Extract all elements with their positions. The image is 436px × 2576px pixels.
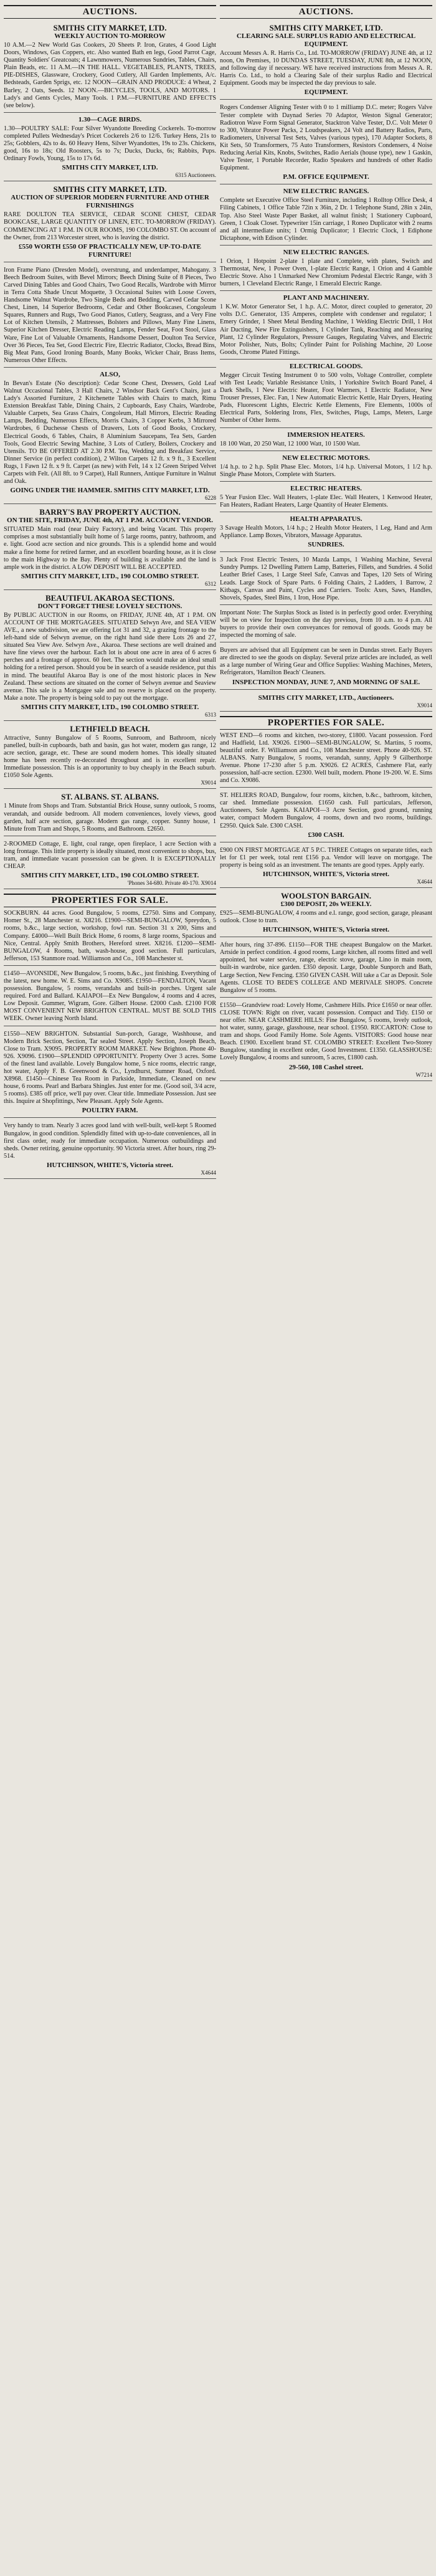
section-header-properties: PROPERTIES FOR SALE. [220,716,432,730]
ad-body: RARE DOULTON TEA SERVICE, CEDAR SCONE CHEST, CEDAR BOOKCASE, LARGE QUANTITY OF LINEN, ETC. TO-MORROW (FRIDAY). COMMENCING AT 1 P.M. IN OUR ROOMS, 190 COLOMBO ST. On account of the Owner, from 213 Worcester street, who is leaving the district. [4,211,216,241]
classified-ad [4,505,216,590]
ad-reference: X9014 [201,780,216,786]
classified-ad [220,606,432,642]
classified-ad [220,844,432,888]
ad-subtitle: NEW ELECTRIC MOTORS. [282,454,370,462]
ad-signature: SMITHS CITY MARKET, LTD., 190 COLOMBO STREET. [21,703,199,711]
classified-ad [220,483,432,512]
ad-body: Iron Frame Piano (Dresden Model), overstrung, and underdamper, Mahogany. 3 Beech Bedroom Suites, with Bevel Mirrors; Beech Dining Suite of 8 Pieces, Two Carved Dining Tables and Good Chairs, Two Good Recalls, Wardrobe with Mirror in Terra Cotta Shade Uncut Moquette, 3 Occasional Suites with Loose Covers, Handsome Walnut Wardrobe, Two Single Beds and Bedding, Carved Cedar Scone Chest, Linen, 14 Superior Bedrooms, Cedar and Other Bookcases, Congoleum Squares, Runners and Rugs, Two Good Pianos, Cutlery, Seagrass, and a Very Fine Lot of Kitchen Utensils, 2 Mattresses, Bolsters and Pillows, Many Fine Linens, Superior Kitchen Dresser, Electric Reading Lamps, Fender Seat, Foot Stool, Glass Ware, Fine Lot of Valuable Ornaments, Handsome Dessert, Doulton Tea Service, Over 36 Pieces, Tea Set, Good Electric Fire, Electric Radiator, Clocks, Bread Bins, Big Meat Pans, Good Ironing Boards, Many Books, Wicker Chair, Brass Items, Numerous Other Effects. [4,266,216,364]
ad-reference: 6228 [205,495,216,502]
ad-body: Buyers are advised that all Equipment can be seen in Dundas street. Early Buyers are directed to see the goods on display. Several prize articles are included, as well as a large number of Wiring Gear and Office Supplies: Washing Machines, Meters, Refrigerators, 'Hamilton Beach' Cleaners. [220,647,432,677]
classified-ad [4,591,216,721]
ad-subtitle: HEALTH APPARATUS. [290,515,363,523]
classified-ad [220,429,432,451]
ad-signature: SMITHS CITY MARKET, LTD., 190 COLOMBO STREET. [21,572,199,580]
ad-subtitle: DON'T FORGET THESE LOVELY SECTIONS. [37,602,182,610]
ad-subtitle: ALSO, [100,370,120,378]
ad-body: SITUATED Main road (near Dairy Factory), and being Vacant. This property comprises a most substantially built home of 5 large rooms, pantry, bathroom, and e. light. Good acre section and nice grounds. This is a splendid home and would make a fine home for retired farmer, and an excellent boarding house, as it is close to the main Highway to the Bay. Plenty of building is available and the land is ample work in the district. A LOW DEPOSIT WILL BE ACCEPTED. [4,526,216,571]
classified-ad [220,999,432,1081]
classified-ad [4,790,216,836]
ad-signature: SMITHS CITY MARKET, LTD., Auctioneers. [258,694,394,702]
classified-ad [220,553,432,605]
ad-signature: POULTRY FARM. [82,1107,138,1115]
ad-body: SOCKBURN. 44 acres. Good Bungalow, 5 rooms, £2750. Sims and Company, Homer St., 28 Manchester st. X8216. £1900—SEMI-BUNGALOW, Spreydon, 5 rooms, b.&c., large section, workshop, fowl run. Section 31 x 200, Sims and Company. £4000—Well Built Brick Home, 6 rooms, 8 large rooms, Spacious and Nice, Central. Apply Smith Brothers, Hereford street. X8216. £1200—SEMI-BUNGALOW, 4 Rooms, bath, wash-house, good section. Full particulars, Jefferson, 153 Stanmore road. Williamson and Co., 108 Manchester st. [4,910,216,962]
ad-body: Important Note: The Surplus Stock as listed is in perfectly good order. Everything will be on view for Inspection on the day previous, from 10 a.m. to 4 p.m. All buyers to provide their own conveyances for removal of goods. Goods may be inspected the morning of sale. [220,609,432,639]
ad-body: 5 Year Fusion Elec. Wall Heaters, 1-plate Elec. Wall Heaters, 1 Kenwood Heater, Fan Heaters, Radiant Heaters, Large Quantity of Heater Elements. [220,494,432,508]
ad-title: LETHFIELD BEACH. [70,723,150,733]
classified-ad [220,644,432,689]
ad-title: BEAUTIFUL AKAROA SECTIONS. [45,593,174,603]
right-column [220,4,432,2576]
section-header-properties: PROPERTIES FOR SALE. [4,894,216,907]
ad-title: SMITHS CITY MARKET, LTD. [53,23,167,32]
ad-subtitle: CLEARING SALE. SURPLUS RADIO AND ELECTRICAL EQUIPMENT. [236,32,416,48]
classified-ad [220,452,432,482]
ad-signature: HUTCHINSON, WHITE'S, Victoria street. [262,926,390,934]
classified-ad [4,837,216,889]
classified-ad [220,513,432,552]
classified-ad [220,691,432,712]
section-header-auctions-left: AUCTIONS. [4,5,216,19]
ad-body: After hours, ring 37-896. £1150—FOR THE cheapest Bungalow on the Market. Artside in perfect condition. 4 good rooms, Large kitchen, all rooms fitted and well appointed, hot water service, range, electric stove, garage, Lino in main room, built-in wardrobe, nice garden. £350 deposit. Large, Double Sunporch and Bath, Large Section, New Fencing. £350 GIVEN CASH. Will take a Car as Deposit. Sole Agents. CLOSE TO BEDE'S COLLEGE AND MERIVALE SHOPS. Concrete Bungalow of 5 rooms. [220,942,432,994]
ad-signature: £550 WORTH £550 OF PRACTICALLY NEW, UP-TO-DATE FURNITURE! [19,242,201,259]
ad-body: 1.30—POULTRY SALE: Four Silver Wyandotte Breeding Cockerels. To-morrow completed Pullets Wednesday's Pricet Cockerels 2/6 to 12/6. Turkey Hens, 21s to 25s; Gobblers, 42s to 4s. 60 Heavy Hens, Silver Wyandottes, 19s to 23s. Chickens, good, 16s to 18s; Old Roosters, 5s to 7s; Ducks, Ducks, 6s; Rabbits, Pups. Ordinary Fowls, Young, 15s to 17s 6d. [4,125,216,163]
classified-ad [220,789,432,842]
section-header-auctions-right: AUCTIONS. [220,5,432,19]
classified-ad [4,264,216,368]
classified-ad [220,938,432,998]
ad-signature: £300 CASH. [308,831,344,839]
ad-subtitle: IMMERSION HEATERS. [287,431,365,439]
ad-subtitle: AUCTION OF SUPERIOR MODERN FURNITURE AND OTHER FURNISHINGS [11,194,209,210]
ad-body: Megger Circuit Testing Instrument 0 to 500 volts, Voltage Controller, complete with Test Leads; Variable Resistance Units, 1 Yorkshire Switch Board Panel, 4 Dark Shells, 1 New Electric Heater, Foot Warmers, 1 Electric Radiator, New Trouser Presses, Elec. Fan, 1 New Automatic Electric Kettle, Hair Dryers, Heating Pads, Fluorescent Lights, Electric Kettle Elements, Fire Elements, 1000s of Electrical Parts, Soldering Irons, Flex, Switches, Plugs, Lamps, Meters, Large Number of Other Items. [220,371,432,424]
classified-ad [4,1119,216,1178]
ad-body: £925—SEMI-BUNGALOW, 4 rooms and e.l. range, good section, garage, pleasant outlook. Close to tram. [220,909,432,925]
ad-title: WOOLSTON BARGAIN. [281,890,371,900]
left-column [4,4,216,2576]
classified-ad [220,889,432,937]
ad-body: WEST END—6 rooms and kitchen, two-storey, £1800. Vacant possession. Ford and Hadfield, Ltd. X9026. £1900—SEMI-BUNGALOW, St. Martins, 5 rooms, beautiful order. F. Williamson and Co., 108 Manchester street. Phone 40-926. ST. ALBANS. Natty Bungalow, 5 rooms, verandah, sunny, Apply 9 Gilberthorpe Avenue. Phone 17-230 after 5 p.m. X9026. £2 ACRES, Cashmere Flat, early possession, half-acre section. £2300. Well built, modern. Phone 19-200. W. E. Sims and Co. X9086. [220,732,432,785]
classified-ad [4,183,216,262]
ad-signature: SUNDRIES. [308,541,344,549]
classified-ad [220,186,432,246]
ad-body: Complete set Executive Office Steel Furniture, including 1 Rolltop Office Desk, 4 Filing Cabinets, 1 Office Table 72in x 36in, 2 Dr. 1 Telephone Stand, 28in x 24in, Top. Also Steel Waste Paper Basket, all walnut finish; 1 Stationery Cupboard, Green, 1 Cloak Closet. Typewriter 15in carriage, 1 Roneo Duplicator with 2 reams and all intermediate units; 1 Ormig Duplicator; 1 Electric Clock, 1 Ediphone Dictaphone, with Edison Cylinder. [220,197,432,242]
classified-ad [4,967,216,1026]
ad-body: Rogers Condenser Aligning Tester with 0 to 1 milliamp D.C. meter; Rogers Valve Tester complete with Daynad Series 70 Adaptor, Weston Signal Generator; Radiotron Wave Form Signal Generator, Stacktron Valve Tester, D.C. Volt Meter 0 to 300, Vibrator Power Packs, 2 Loudspeakers, 24 Volt and Battery Radios, Parts, Radiometers, Universal Test Sets, Valves (various types), 170 Adapter Sockets, 8 Kit Sets, 50 Transformers, 75 Auto Transformers, Resistors Condensers, 4 Noise Reducing Aerial Kits, Knobs, Switches, Radio Aerials (house type), new 1 Gaskin, Valve Tester, 1 Portable Recorder, Radio Speakers and hundreds of other Radio Equipment. [220,104,432,172]
ad-body: By PUBLIC AUCTION in our Rooms, on FRIDAY, JUNE 4th, AT 1 P.M. ON ACCOUNT OF THE MORTGAGEES. SITUATED Selwyn Ave, and SEA VIEW AVE., a new subdivision, we are offering Lot 31 and 32, a grazing frontage to the left-hand side of Selwyn avenue, on the right hand side there Lots 26 and 27, situated Sea View Ave. Selwyn Ave., Akaroa. These sections are well drained and have fine views over the harbour. Each lot is about one acre in area of 6 acres 6 perches and a frontage of approx. 60 feet. The section would make an ideal small holding for a retired person. Should you be in search of a seaside residence, put this in mind. The beautiful Akaroa Bay is one of the most historic places in New Zealand. These sections are situated on the corner of Selwyn avenue and Seaview avenue. This sale is a Mortgagee sale and no reserve is placed on the property. Make a note. The property is being sold to pay out the mortgage. [4,611,216,702]
ad-body: 3 Savage Health Motors, 1/4 h.p.; 2 Health Motor Heaters, 1 Leg, Hand and Arm Appliance. Lamp Boxes, Vibrators, Massage Apparatus. [220,525,432,540]
classified-ad [4,114,216,181]
ad-body: ST. HELIERS ROAD, Bungalow, four rooms, kitchen, b.&c., bathroom, kitchen, car shed. Immediate possession. £1650 cash. Full particulars, Jefferson, Auctioneers, Sole Agents. KAIAPOI—3 Acre Section, good ground, running water, compact Modern Bungalow, 4 rooms, down and two rooms, buildings. £2950. Quick Sale. £300 CASH. [220,792,432,829]
ad-reference: 6313 [205,711,216,718]
ad-title: ST. ALBANS. ST. ALBANS. [61,792,159,802]
ad-subtitle: WEEKLY AUCTION TO-MORROW [54,32,166,40]
ad-body: 1 Minute from Shops and Tram. Substantial Brick House, sunny outlook, 5 rooms, verandah, and outside bedroom. All modern conveniences, lovely views, good garden, half acre section, garage. Modern gas range, copper. Sunny house, 1 Minute from Tram and Shops, 5 Rooms, and Bathroom. £2650. [4,803,216,832]
classified-ad [220,292,432,360]
ad-reference: X9014 [417,702,432,708]
ad-subtitle: ELECTRIC HEATERS. [290,484,362,492]
ad-reference: 6312 [205,580,216,587]
ad-body: In Bevan's Estate (No description): Cedar Scone Chest, Dressers, Gold Leaf Walnut Occasional Tables, 3 Hall Chairs, 2 Windsor Back Gent's Chairs, just a Lady's Assorted Furniture, 2 Kitchenette Tables with Chairs to match, Rimu Extension Breakfast Table, Dining Chairs, 2 Cupboards, Easy Chairs, Wardrobe, Valuable Carpets, Sea Grass Chairs, Congoleum, Hall Mirrors, Electric Reading Lamps, Bedding, Numerous Effects, Morris Chairs, 3 Copper Kerbs, 3 Mirrored Wardrobes, 6 Duchesse Chests of Drawers, Lots of Good Books, Crockery, Electrical Goods, 6 Tables, Chairs, 8 Aluminium Saucepans, Tea Sets, Garden Tools, Good Electric Sewing Machine, 3 Lots of Cutlery, Boilers, Crockery and Utensils. TO BE OFFERED AT 2.30 P.M. Tea, Wedding and Breakfast Service, Dinner Service (in perfect condition), 2 Wilton Carpets 12 ft. x 9 ft., 3 Excellent Rugs, 1 Fawn 12 ft. x 9 ft. Carpet (as new) with Felt, 14 x 12 Green Striped Velvet Carpets with Felt. (All 8ft. to 9 Carpet), Hall Runners, Antique Furniture in Walnut and Oak. [4,379,216,485]
classified-ad [4,21,216,113]
ad-signature: GOING UNDER THE HAMMER. SMITHS CITY MARKET, LTD. [10,487,210,495]
classified-ad [220,21,432,100]
ad-subtitle: 1.30—CAGE BIRDS. [78,115,142,123]
classified-ad [4,722,216,789]
ad-reference: W7214 [415,1071,432,1078]
ad-reference: 'Phones 34-680. Private 40-170. X9014 [127,880,216,887]
ad-body: 2-ROOMED Cottage, E. light, coal range, open fireplace, 1 acre Section with a long frontage. This little property is ideally situated, most convenient to shops, bus, tram, and immediate vacant possession can be given. It is EXCEPTIONALLY CHEAP. [4,840,216,871]
ad-reference: 6315 Auctioneers. [175,172,216,179]
ad-subtitle: ON THE SITE, FRIDAY, JUNE 4th, AT 1 P.M. ACCOUNT VENDOR. [7,517,213,525]
ad-signature: INSPECTION MONDAY, JUNE 7, AND MORNING OF SALE. [232,678,420,686]
classified-ad [220,247,432,291]
ad-reference: X4644 [417,878,432,885]
ad-subtitle: NEW ELECTRIC RANGES. [283,248,369,256]
ad-signature: P.M. OFFICE EQUIPMENT. [283,173,369,181]
classified-ad [4,890,216,966]
classified-ad [220,713,432,788]
ad-body: Account Messrs A. R. Harris Co., Ltd. TO-MORROW (FRIDAY) JUNE 4th, at 12 noon, On Premises, 10 DUNDAS STREET, TUESDAY, JUNE 8th, at 12 NOON, and following day if necessary. WE have received instructions from Messrs A. R. Harris Co. Ltd., to hold a Clearing Sale of their surplus Radio and Electrical Equipment. Goods may be inspected the day previous to sale. [220,50,432,87]
ad-body: £900 ON FIRST MORTGAGE AT 5 P.C. THREE Cottages on separate titles, each let for £1 per week, total rent £156 p.a. Vendor will leave on mortgage. The property is being sold as an investment. The tenants are good types. Apply early. [220,846,432,869]
ad-body: 10 A.M.—2 New World Gas Cookers, 20 Sheets P. Iron, Grates, 4 Good Light Doors, Windows, Gas Coppers, etc. Also wanted Bath en legs, Good Parrot Cage, Quantity Soldiers' Greatcoats; 4 Lawnmowers, Numerous Sundries, Tables, Chairs, Plain Beads, etc. 11 A.M.—IN THE HALL. VEGETABLES, PLANTS, TREES, PIE-DISHES, Glassware, Crockery, Good Cutlery, All Garden Implements, A/c. Bedsteads, Garden Sprigs, etc. 12 NOON—GRAIN AND PRODUCE: 4 Wheat, 2 Barley, 2 Oats, Seeds. 12 NOON.—BICYCLES, TOOLS, AND MOTORS. 1 Lady's and Gents Cycles, Many Tools. 1 P.M.—FURNITURE AND EFFECTS (see below). [4,42,216,109]
ad-body: 3 Jack Frost Electric Testers, 10 Mazda Lamps, 1 Washing Machine, Several Sundry Pumps. 12 Dwelling Pattern Lamp, Batteries, Fillets, and Sundries. 4 Solid Leather Brief Cases, 1 Large Steel Safe, Canvas and Tapes, 120 Sets of Wiring Leads. Large Stock of Spare Parts. 6 Folding Chairs, 2 Ladders, 1 Barrow, 2 Kitbags, Canvas and Paint, Cycles and Carriers. Tools: Axes, Saws, Handles, Shovels, Spades, Steel Bins, 1 Iron, Hose Pipe. [220,556,432,601]
ad-signature: HUTCHINSON, WHITE'S, Victoria street. [46,1161,174,1169]
ad-signature: EQUIPMENT. [304,88,348,97]
ad-signature: SMITHS CITY MARKET, LTD. [62,164,158,172]
ad-reference: X4644 [201,1169,216,1176]
ad-title: SMITHS CITY MARKET, LTD. [53,184,167,194]
classified-ad [220,101,432,184]
ad-subtitle: ELECTRICAL GOODS. [289,362,363,370]
ad-body: 1/4 h.p. to 2 h.p. Split Phase Elec. Motors, 1/4 h.p. Universal Motors, 1 1/2 h.p. Single Phase Motors, Complete with Starters. [220,463,432,478]
ad-body: 1 K.W. Motor Generator Set, 1 h.p. A.C. Motor, direct coupled to generator, 20 volts D.C. Generator, 135 Amperes, complete with condenser and regulator; 1 Emery Grinder, 1 Sheet Metal Bending Machine, 1 Welding Electric Drill, 1 Hot Air Ducting, New Fire Extinguishers, 1 Cylinder Tank, Reaching and Measuring Plant, 12 Cylinder Regulators, Pressure Gauges, Regulating Valves, and Electric Motor Polisher, Nuts, Bolts; Cylinder Paint for Polishing Machine, 20 Loose Goods, Chrome Plated Fittings. [220,303,432,356]
ad-body: 1 Orion, 1 Hotpoint 2-plate 1 plate and Complete, with plates, Switch and Thermostat, New, 1 Power Oven, 1-plate Electric Range, 1 Orion and 4 Gamble Electric Stove. Also 1 Unmarked New Chromium Pedestal Electric Range, with 3 burners, 1 Cleveland Electric Range, 1 Emerald Electric Range. [220,257,432,288]
ad-subtitle: PLANT AND MACHINERY. [283,294,369,302]
ad-signature: HUTCHINSON, WHITE'S, Victoria street. [262,870,390,878]
ad-subtitle: £300 DEPOSIT, 20s WEEKLY. [280,900,372,908]
ad-body: £1550—Grandview road: Lovely Home, Cashmere Hills. Price £1650 or near offer. CLOSE TOWN: Right on river, vacant possession. Compact and Tidy. £150 or near offer. NEAR CASHMERE HILLS: Fine Bungalow, 5 rooms, lovely outlook, hot water, sunny, garage, glasshouse, near school. £1950. RICCARTON: Close to tram and shops. Good Family Home. Sole Agents. VISITORS: Good house near Beach. £1900. Excellent brand ST. COLOMBO STREET: Excellent Two-Storey Bungalow, standing in excellent order, Good Investment. £1350. GLASSHOUSE: Lovely Bungalow, 4 rooms and sunroom, 5 acres, £1800 cash. [220,1001,432,1062]
ad-body: £1450—AVONSIDE, New Bungalow, 5 rooms, b.&c., just finishing. Everything of the latest, new home. W. E. Sims and Co. X9085. £1950—FENDALTON, Vacant possession. Bungalow, 5 rooms, verandahs and built-in porches. Urgent sale required. Ford and Ballard. KAIAPOI—Ex New Bungalow, 4 rooms and 4 acres, Low Deposit. Gummer, Wigram, Gore. Gilbert House. £2000 Cash. £2100 FOR MOST CONVENIENT NEW BRIGHTON CENTRAL. MUST BE SOLD THIS WEEK. Owner leaving North Island. [4,970,216,1023]
classified-ad [220,361,432,428]
ad-title: BARRY'S BAY PROPERTY AUCTION. [39,507,181,517]
ad-title: SMITHS CITY MARKET, LTD. [269,23,383,32]
ad-body: 18 100 Watt, 20 250 Watt, 12 1000 Watt, 10 1500 Watt. [220,440,361,447]
classified-ad [4,1028,216,1119]
ad-body: Very handy to tram. Nearly 3 acres good land with well-built, well-kept 5 Roomed Bungalow, in good condition. Splendidly fitted with up-to-date conveniences, all in first class order, ready for immediate occupation. Numerous outbuildings and sheds. Owner retiring, genuine opportunity. 90 Victoria street. After hours, ring 29-514. [4,1122,216,1160]
ad-body: £1550—NEW BRIGHTON. Substantial Sun-porch, Garage, Washhouse, and Modern Brick Section, Section, Tar sealed Street. Apply Section, Joseph Beach, Close to Tram. X9095. PROPERTY ROOM MARKET. New Brighton. Phone 40-926. X9096. £1900—SPLENDID OPPORTUNITY. Property Over 3 acres. Some of the finest land available. Lovely Bungalow home, 5 nice rooms, electric range, hot water, Apply F. B. Greenwood & Co., Lyndhurst, Sumner Road, Oxford. X8968. £1450—Chinese Tea Room in Parkside, Immediate, Cleaned on new house, 6 rooms. Pearl and Barbara Shingles. Just enter for me. (Good soil, 3/4 acre, 5 rooms). £385 off price, we'll pay over. Clear title. Immediate Possession. Just see this. Inquire at Shopfittings, New Pleasant. Apply Sole Agents. [4,1030,216,1105]
ad-subtitle: NEW ELECTRIC RANGES. [283,188,369,196]
ad-signature: 29-560, 108 Cashel street. [288,1063,364,1071]
ad-signature: SMITHS CITY MARKET, LTD., 190 COLOMBO STREET. [21,872,199,880]
ad-body: Attractive, Sunny Bungalow of 5 Rooms, Sunroom, and Bathroom, nicely panelled, built-in cupboards, bath and basin, gas hot water, modern gas range, 12 acre section, garage, etc. These are sound modern homes. This ideally situated home has been recently re-decorated throughout and is in excellent repair. Immediate possession. This is an opportunity to buy cheaply in the Beach suburb. £1050 Sole Agents. [4,734,216,780]
classified-ad [4,369,216,504]
